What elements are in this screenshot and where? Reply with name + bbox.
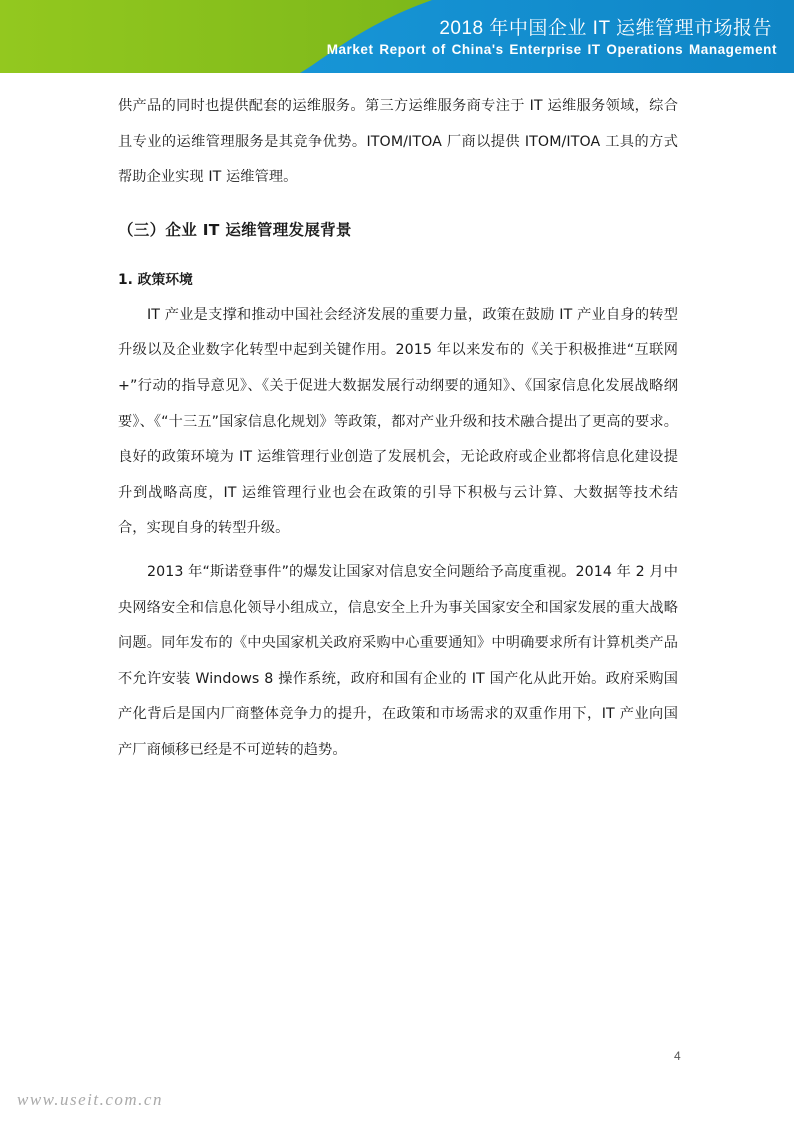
page-number: 4 xyxy=(674,1049,681,1063)
page-content xyxy=(118,89,678,769)
section-heading: （三）企业 IT 运维管理发展背景 xyxy=(118,220,352,239)
intro-paragraph: 供产品的同时也提供配套的运维服务。第三方运维服务商专注于 IT 运维服务领域，综合且专业的运维管理服务是其竞争优势。ITOM/ITOA 厂商以提供 ITOM/ITOA 工具的方式帮助企业实现 IT 运维管理。 xyxy=(118,98,678,186)
policy-paragraph: IT 产业是支撑和推动中国社会经济发展的重要力量，政策在鼓励 IT 产业自身的转型升级以及企业数字化转型中起到关键作用。2015 年以来发布的《关于积极推进“互联网+”行动的指导意见》、《关于促进大数据发展行动纲要的通知》、《国家信息化发展战略纲要》、《“十三五”国家信息化规划》等政策，都对产业升级和技术融合提出了更高的要求。良好的政策环境为 IT 运维管理行业创造了发展机会，无论政府或企业都将信息化建设提升到战略高度，IT 运维管理行业也会在政策的引导下积极与云计算、大数据等技术结合，实现自身的转型升级。 xyxy=(118,306,678,537)
subsection-heading: 1. 政策环境 xyxy=(118,271,193,288)
report-title: 2018 年中国企业 IT 运维管理市场报告 xyxy=(439,18,772,39)
watermark-text: www.useit.com.cn xyxy=(17,1090,163,1109)
security-paragraph: 2013 年“斯诺登事件”的爆发让国家对信息安全问题给予高度重视。2014 年 2 月中央网络安全和信息化领导小组成立，信息安全上升为事关国家安全和国家发展的重大战略问题。同年发布的《中央国家机关政府采购中心重要通知》中明确要求所有计算机类产品不允许安装 Windows 8 操作系统，政府和国有企业的 IT 国产化从此开始。政府采购国产化背后是国内厂商整体竞争力的提升，在政策和市场需求的双重作用下，IT 产业向国产厂商倾移已经是不可逆转的趋势。 xyxy=(118,563,678,758)
report-header-band xyxy=(0,0,794,73)
report-subtitle: Market Report of China's Enterprise IT Operations Management xyxy=(326,42,777,57)
